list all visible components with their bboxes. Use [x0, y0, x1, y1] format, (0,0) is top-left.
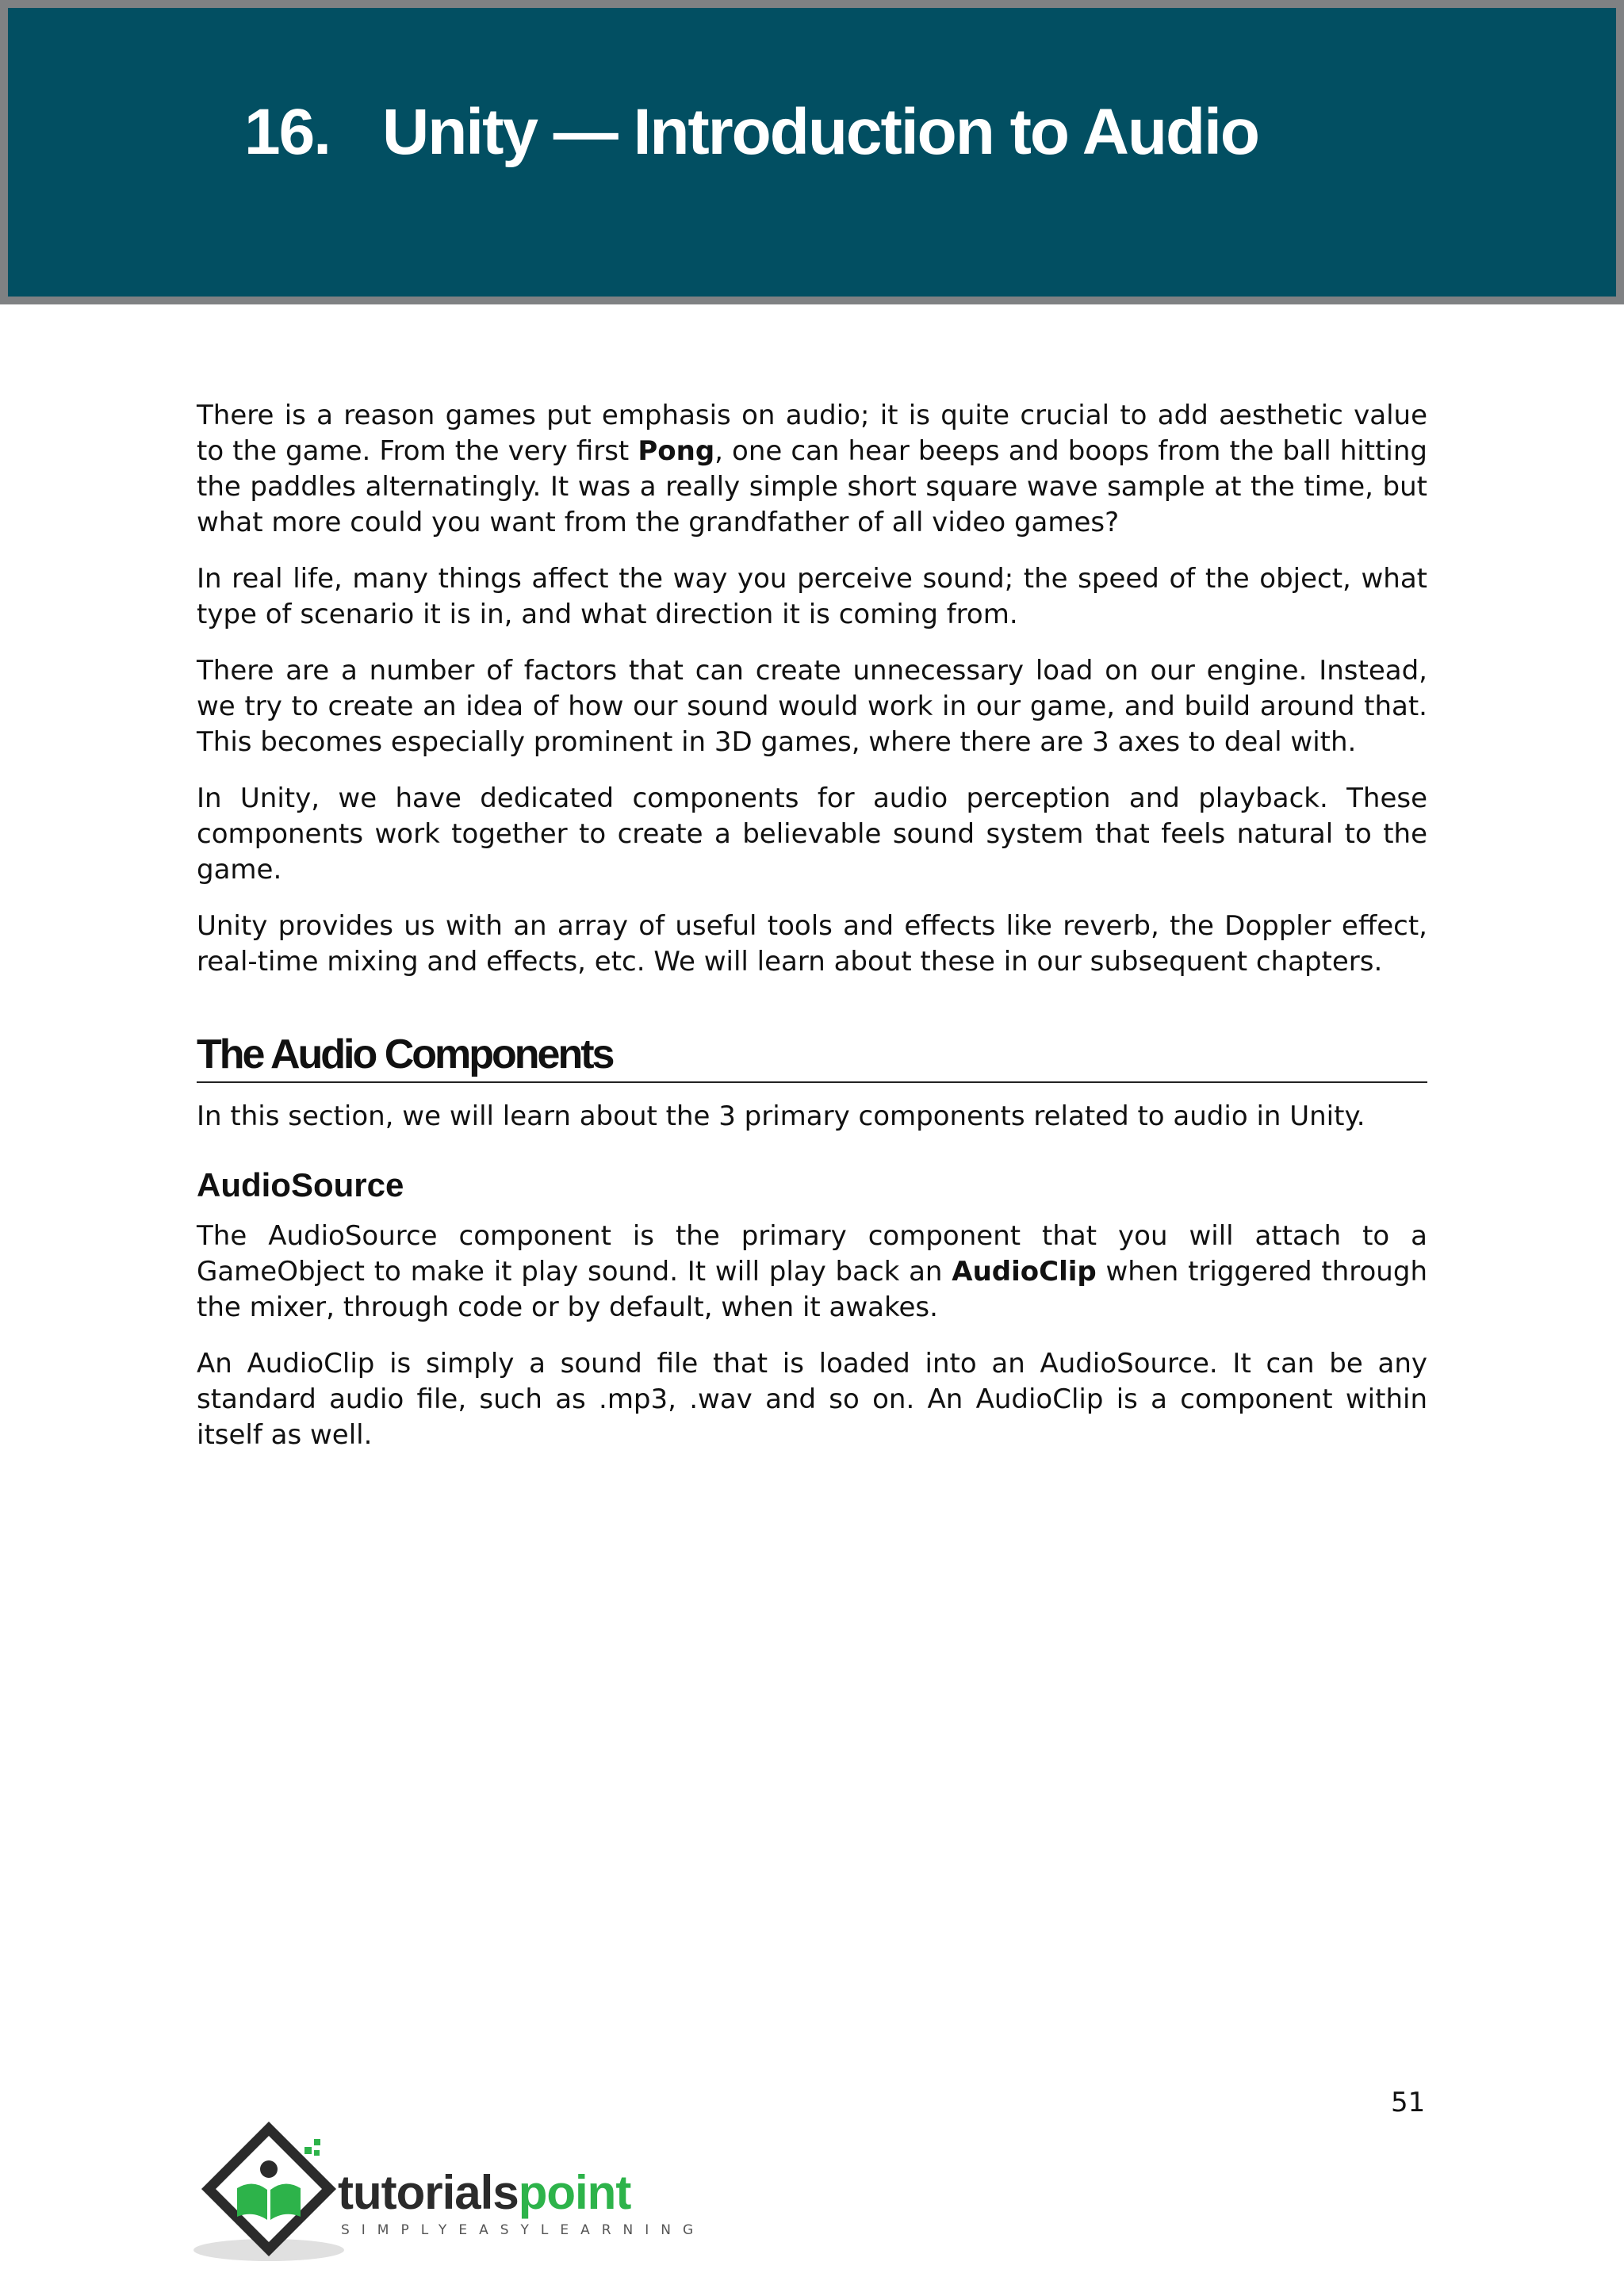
- audiosource-p1-bold-audioclip: AudioClip: [952, 1256, 1097, 1288]
- intro-paragraph-4: In Unity, we have dedicated components for audio perception and playback. These components work together to create a believable sound system that feels natural to the game.: [197, 783, 1427, 886]
- intro-p1-text-before: There is a reason games put emphasis on audio; it is quite crucial to add aesthetic value to the game. From the very first: [197, 400, 1427, 467]
- page-content: [197, 398, 1427, 1474]
- logo-tagline: SIMPLYEASYLEARNING: [341, 2222, 706, 2238]
- page-number: 51: [1391, 2087, 1426, 2118]
- logo-dot-3: [314, 2150, 320, 2156]
- audiosource-paragraph-2: An AudioClip is simply a sound file that is loaded into an AudioSource. It can be any standard audio file, such as .mp3, .wav and so on. An AudioClip is a component within itself as well.: [197, 1348, 1427, 1451]
- svg-text:tutorialspoint: [338, 2166, 631, 2219]
- intro-p1-text-after: , one can hear beeps and boops from the ball hitting the paddles alternatingly. It was a really simple short square wave sample at the time, but what more could you want from the grandfather of all video games?: [197, 435, 1427, 538]
- audiosource-p1-text-before: The AudioSource component is the primary component that you will attach to a GameObject to make it play sound. It will play back an: [197, 1220, 1427, 1288]
- logo-text-point: point: [518, 2166, 631, 2219]
- logo-dot-1: [304, 2147, 312, 2154]
- chapter-banner: [0, 0, 1624, 304]
- logo-person-head: [260, 2160, 278, 2178]
- audiosource-paragraph-1: [197, 1219, 1427, 1326]
- logo-dot-2: [314, 2139, 320, 2145]
- section-heading-audio-components: The Audio Components: [197, 1031, 1427, 1083]
- intro-paragraph-5: Unity provides us with an array of useful tools and effects like reverb, the Doppler effect, real-time mixing and effects, etc. We will learn about these in our subsequent chapters.: [197, 910, 1427, 978]
- audio-components-intro: In this section, we will learn about the 3 primary components related to audio in Unity.: [197, 1100, 1365, 1132]
- chapter-title: [244, 95, 1258, 170]
- intro-paragraph-3: There are a number of factors that can create unnecessary load on our engine. Instead, we try to create an idea of how our sound would work in our game, and build around that. This becomes especially prominent in 3D games, where there are 3 axes to deal with.: [197, 655, 1427, 758]
- logo-text-tutorials: tutorials: [338, 2166, 519, 2219]
- intro-paragraph-1: [197, 398, 1427, 541]
- tutorialspoint-logo: [193, 2115, 717, 2274]
- chapter-title-text: Unity — Introduction to Audio: [382, 96, 1258, 168]
- chapter-number: 16.: [244, 96, 330, 168]
- intro-p1-bold-pong: Pong: [638, 435, 715, 467]
- subheading-audiosource: AudioSource: [197, 1166, 404, 1203]
- audiosource-p1-text-after: when triggered through the mixer, through code or by default, when it awakes.: [197, 1256, 1427, 1323]
- intro-paragraph-2: In real life, many things affect the way you perceive sound; the speed of the object, what type of scenario it is in, and what direction it is coming from.: [197, 563, 1427, 630]
